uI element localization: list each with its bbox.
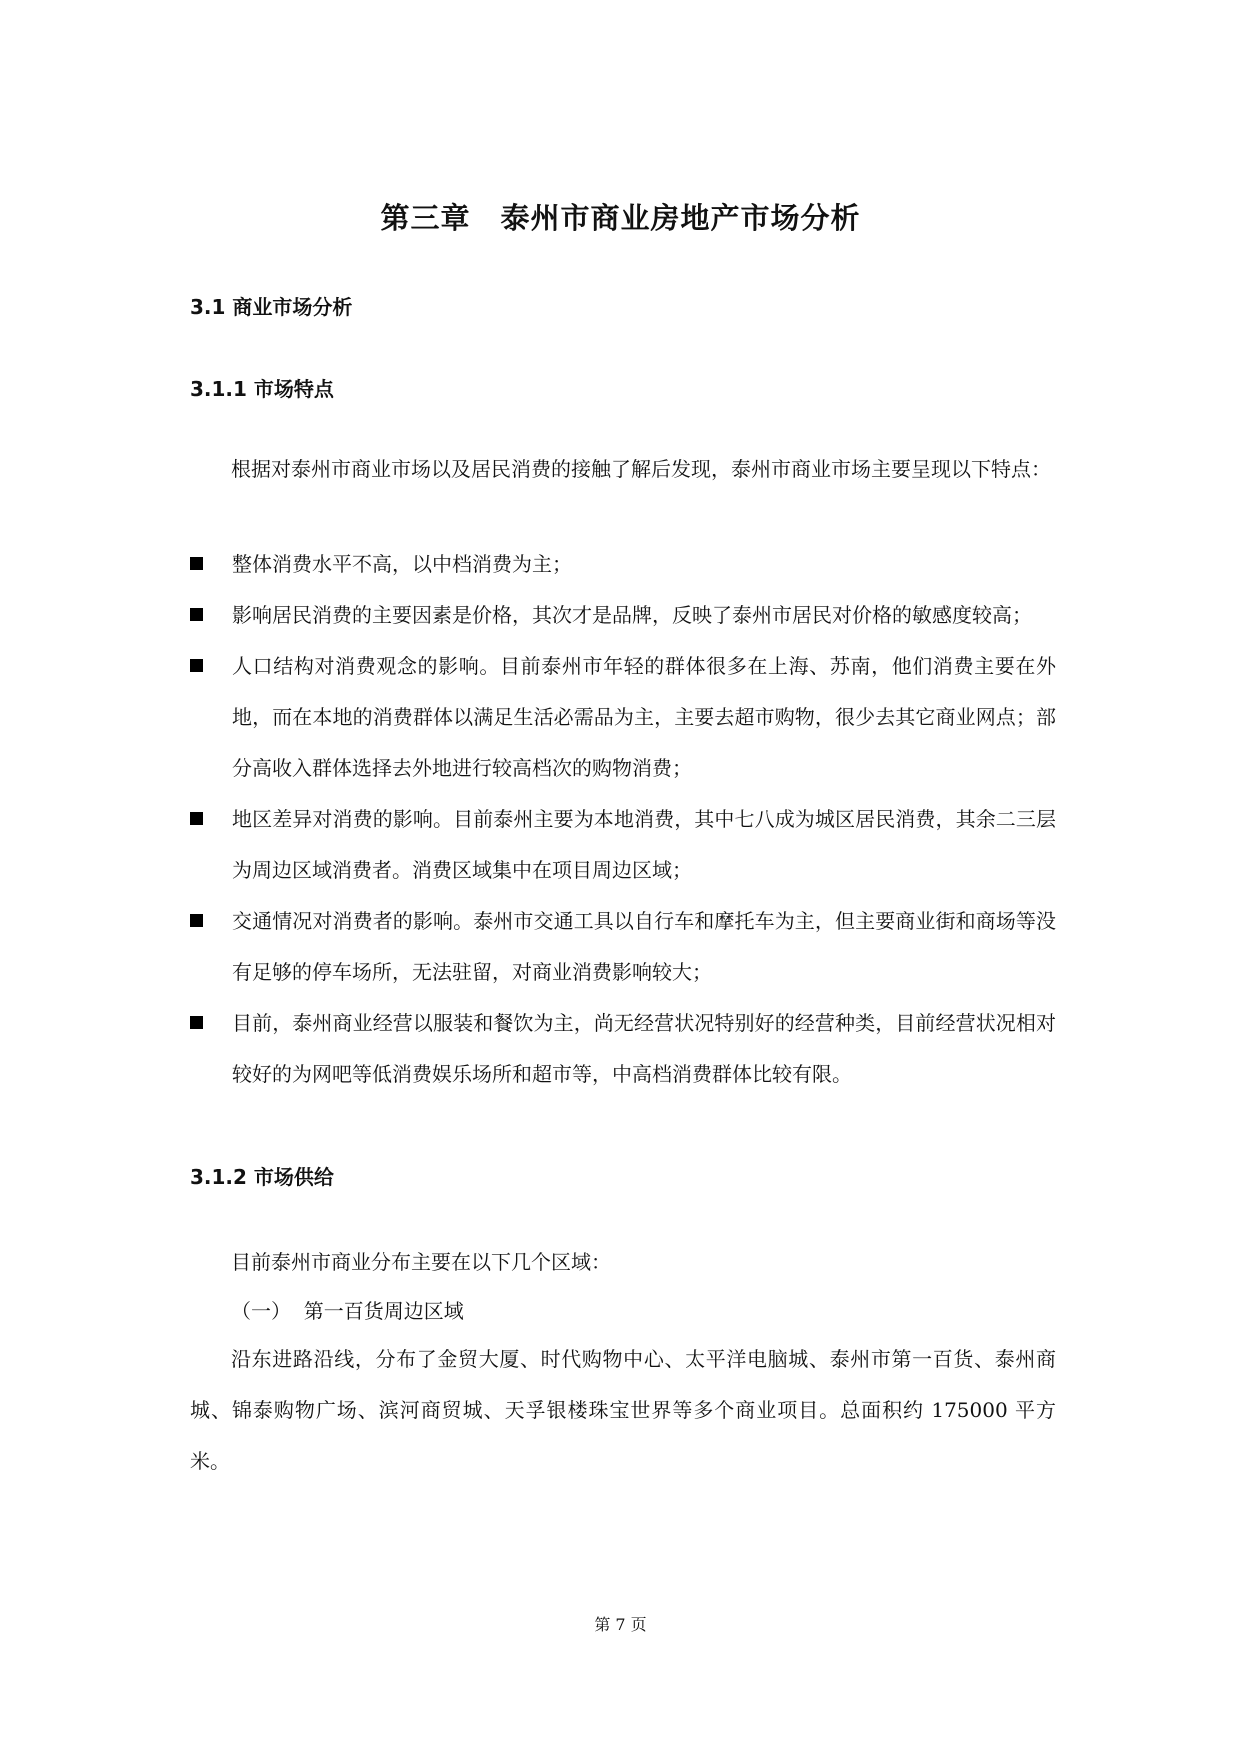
bullet-text: 影响居民消费的主要因素是价格，其次才是品牌，反映了泰州市居民对价格的敏感度较高； [232,603,1032,627]
square-bullet-icon [190,914,203,927]
bullet-item [190,641,1056,794]
page-number-footer: 第 7 页 [594,1615,647,1634]
supply-intro-paragraph: 目前泰州市商业分布主要在以下几个区域： [231,1250,611,1274]
bullet-text: 人口结构对消费观念的影响。目前泰州市年轻的群体很多在上海、苏南，他们消费主要在外地，而在本地的消费群体以满足生活必需品为主，主要去超市购物，很少去其它商业网点；部分高收入群体选择去外地进行较高档次的购物消费； [232,654,1056,780]
square-bullet-icon [190,659,203,672]
feature-bullet-list [190,539,1056,1100]
bullet-item [190,794,1056,896]
bullet-item [190,539,1056,590]
supply-body-paragraph: 沿东进路沿线，分布了金贸大厦、时代购物中心、太平洋电脑城、泰州市第一百货、泰州商城、锦泰购物广场、滨河商贸城、天孚银楼珠宝世界等多个商业项目。总面积约 175000 平方米。 [190,1347,1056,1473]
bullet-item [190,998,1056,1100]
square-bullet-icon [190,812,203,825]
bullet-text: 交通情况对消费者的影响。泰州市交通工具以自行车和摩托车为主，但主要商业街和商场等没有足够的停车场所，无法驻留，对商业消费影响较大； [232,909,1056,984]
square-bullet-icon [190,608,203,621]
chapter-title: 第三章 泰州市商业房地产市场分析 [380,201,861,235]
bullet-text: 整体消费水平不高，以中档消费为主； [232,552,572,576]
sub-area-heading: （一） 第一百货周边区域 [231,1299,464,1323]
bullet-item [190,590,1056,641]
square-bullet-icon [190,1016,203,1029]
square-bullet-icon [190,557,203,570]
section-heading-3-1-1: 3.1.1 市场特点 [190,377,334,401]
bullet-item [190,896,1056,998]
section-heading-3-1-2: 3.1.2 市场供给 [190,1165,334,1189]
intro-paragraph: 根据对泰州市商业市场以及居民消费的接触了解后发现，泰州市商业市场主要呈现以下特点： [231,457,1051,481]
section-heading-3-1: 3.1 商业市场分析 [190,295,353,319]
bullet-text: 目前，泰州商业经营以服装和餐饮为主，尚无经营状况特别好的经营种类，目前经营状况相对较好的为网吧等低消费娱乐场所和超市等，中高档消费群体比较有限。 [232,1011,1056,1086]
bullet-text: 地区差异对消费的影响。目前泰州主要为本地消费，其中七八成为城区居民消费，其余二三层为周边区域消费者。消费区域集中在项目周边区域； [232,807,1056,882]
